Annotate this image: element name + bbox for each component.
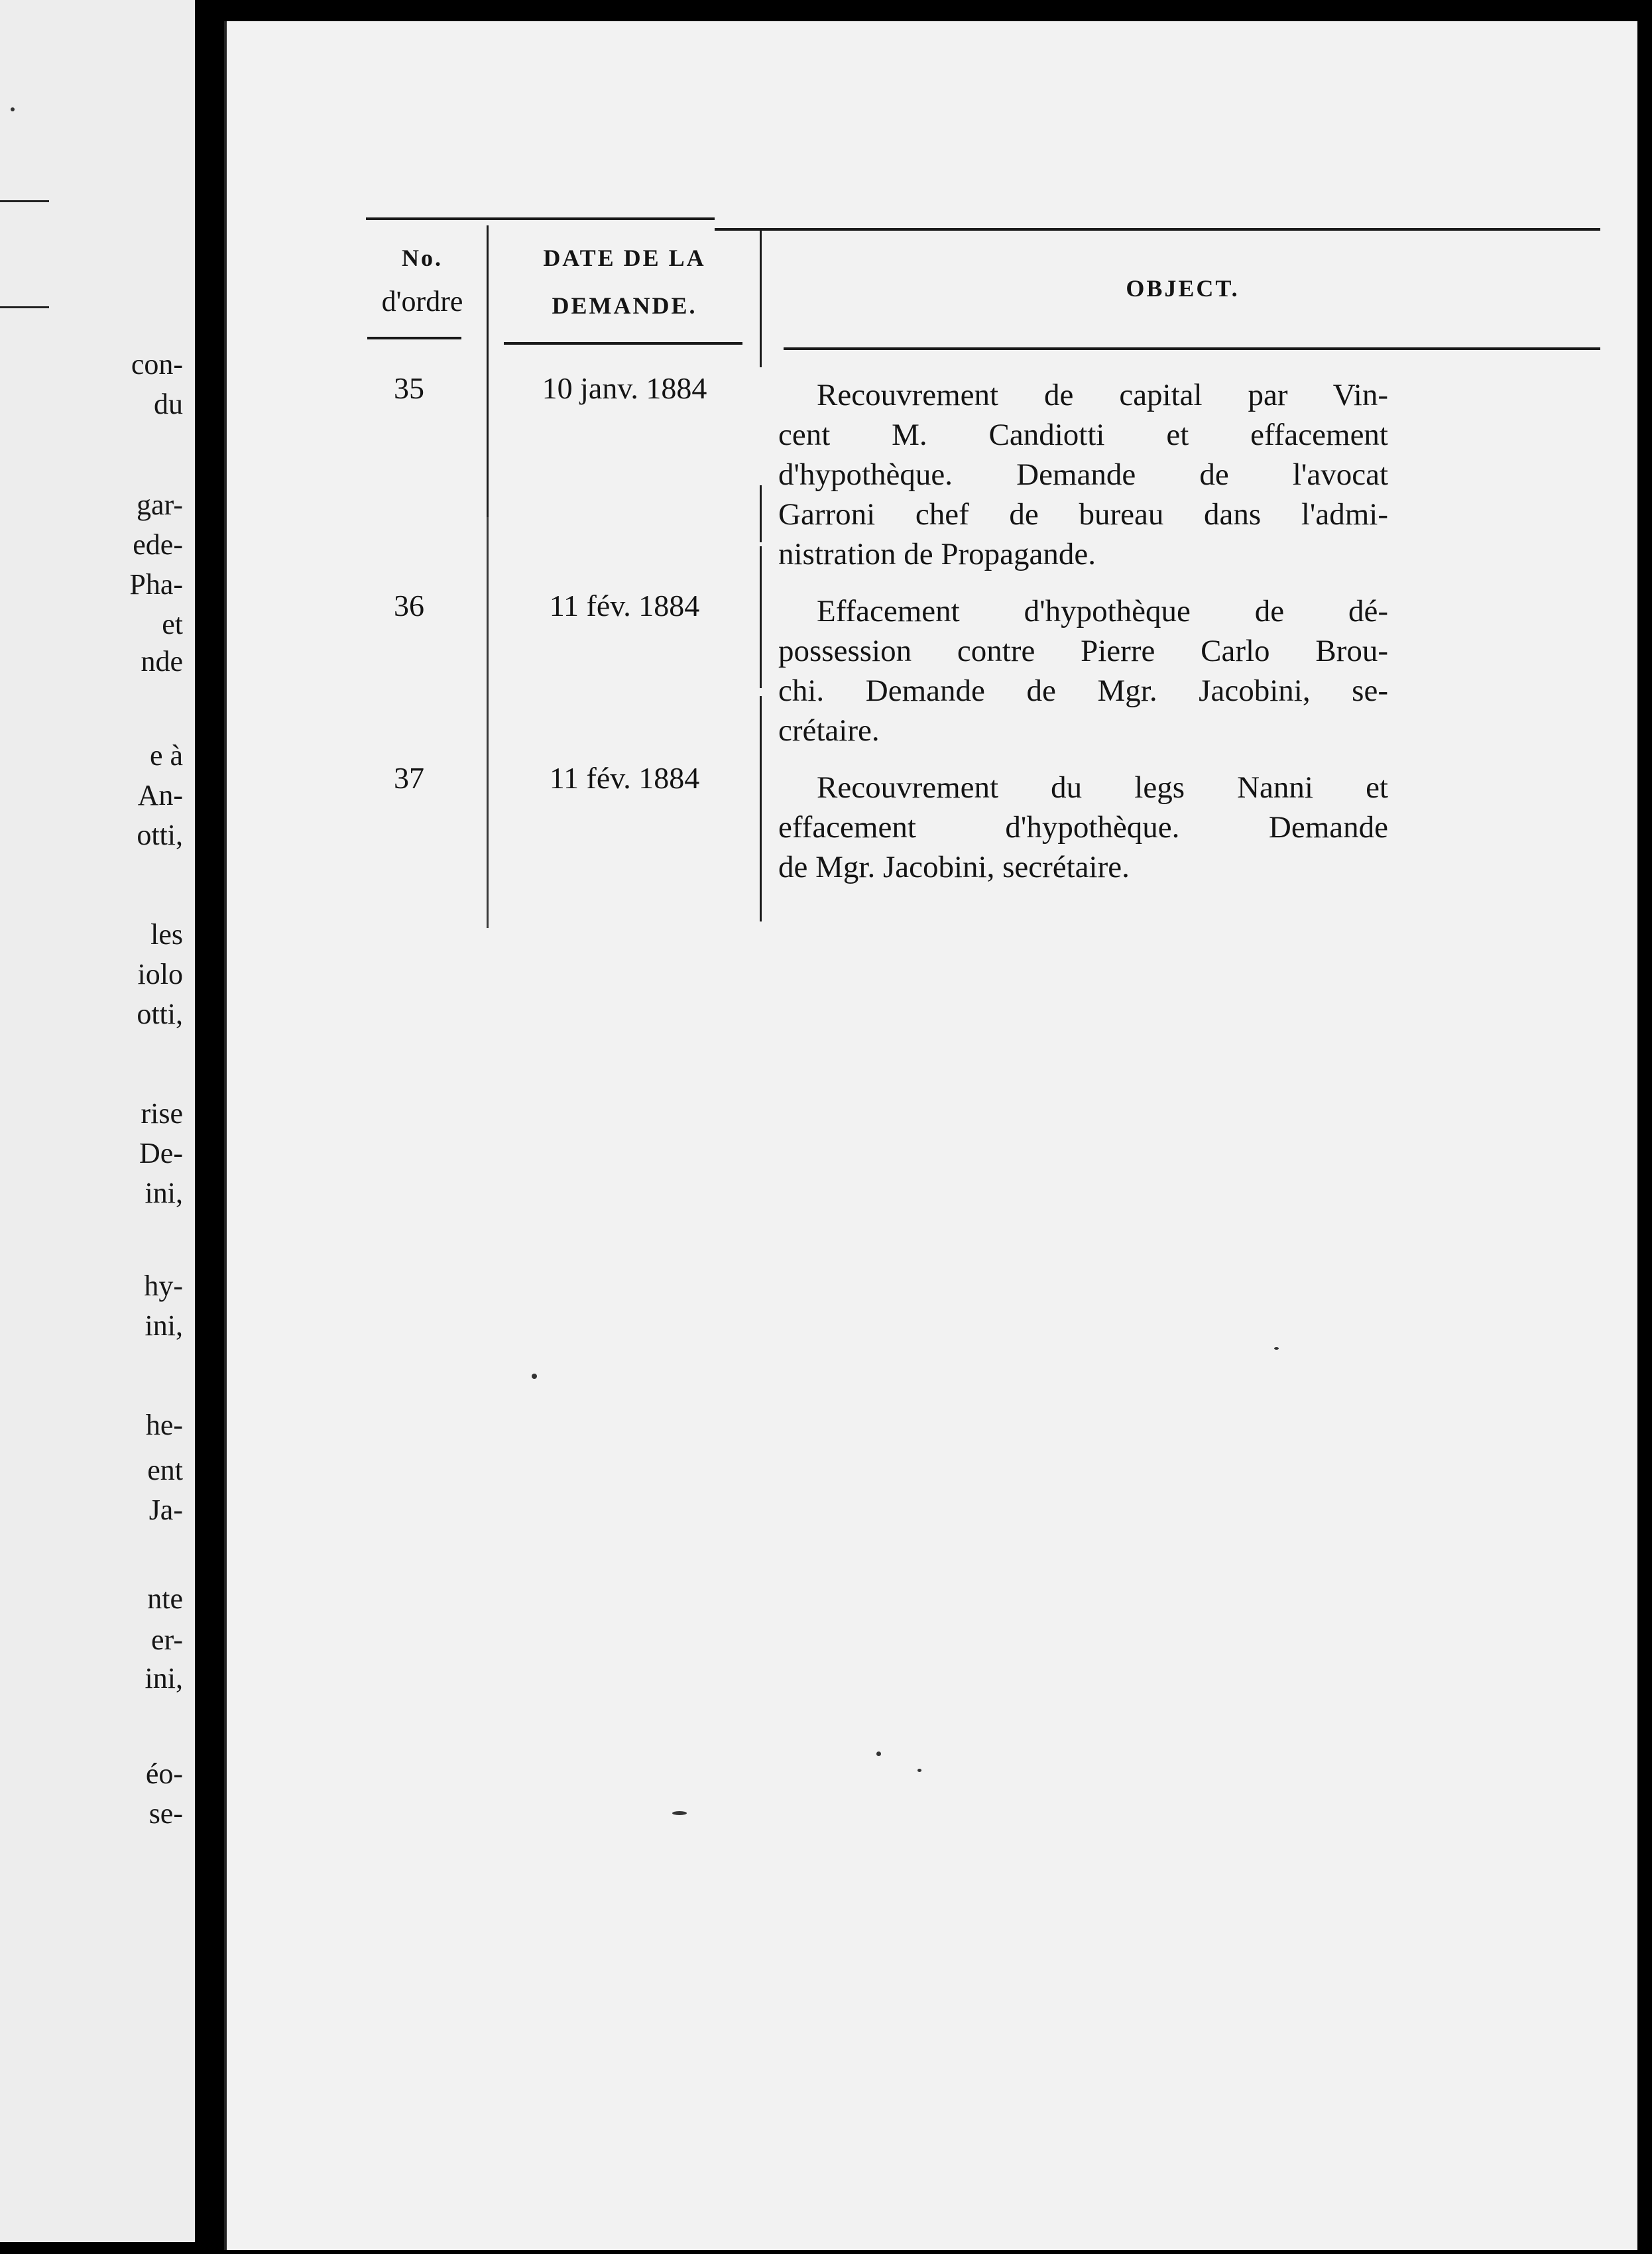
row-number: 37 (394, 761, 424, 795)
left-fragment: Pha- (129, 568, 183, 601)
ink-speck (1274, 1347, 1279, 1350)
left-fragment: he- (145, 1409, 183, 1441)
header-no-line1: No. (402, 245, 443, 271)
left-facing-page (0, 0, 195, 2242)
table-top-rule-left (366, 217, 715, 220)
ink-speck (532, 1374, 537, 1379)
left-fragment: iolo (137, 958, 183, 990)
left-fragment: Ja- (148, 1494, 183, 1526)
table-top-rule-right (715, 228, 1600, 231)
left-fragment: nte (147, 1582, 183, 1615)
column-divider-2-body-a (760, 485, 762, 542)
left-fragment: et (162, 608, 183, 640)
left-fragment: An- (137, 779, 183, 811)
header-object: OBJECT. (1126, 275, 1240, 302)
column-divider-2-header (760, 228, 762, 367)
object-line: Garroni chef de bureau dans l'admi- (778, 497, 1388, 532)
left-fragment: ent (147, 1454, 183, 1486)
left-fragment: se- (148, 1797, 183, 1830)
left-fragment: gar- (137, 489, 183, 521)
row-object (778, 768, 1388, 887)
ink-speck (917, 1769, 921, 1772)
left-fragment: ini, (145, 1662, 183, 1694)
column-divider-2-body-c (760, 696, 762, 921)
left-fragment: ini, (145, 1177, 183, 1209)
column-divider-1-body-b (487, 517, 489, 928)
header-underline-object (784, 347, 1600, 350)
object-line: Recouvrement de capital par Vin- (817, 378, 1388, 412)
object-line: chi. Demande de Mgr. Jacobini, se- (778, 674, 1388, 708)
header-date-line1: DATE DE LA (543, 245, 706, 271)
row-number: 36 (394, 589, 424, 623)
header-date-line2: DEMANDE. (552, 292, 697, 319)
left-page-rule-top (0, 200, 49, 202)
object-line: Recouvrement du legs Nanni et (817, 770, 1388, 805)
column-divider-2-body-b (760, 546, 762, 688)
object-line: possession contre Pierre Carlo Brou- (778, 634, 1388, 668)
left-fragment: er- (151, 1624, 183, 1656)
left-page-rule-second (0, 306, 49, 308)
ink-speck (672, 1811, 687, 1815)
ink-speck (876, 1751, 881, 1756)
object-line: nistration de Propagande. (778, 537, 1096, 571)
left-fragment: De- (139, 1137, 183, 1169)
left-fragment: du (154, 388, 183, 420)
left-fragment: hy- (144, 1270, 183, 1302)
header-underline-no (367, 337, 461, 339)
header-underline-date (504, 342, 742, 345)
object-line: Effacement d'hypothèque de dé- (817, 594, 1388, 628)
left-fragment: rise (141, 1097, 183, 1130)
left-fragment: otti, (137, 819, 183, 851)
object-line: cent M. Candiotti et effacement (778, 418, 1388, 452)
row-object (778, 591, 1388, 750)
left-fragment: les (150, 918, 183, 951)
object-line: effacement d'hypothèque. Demande (778, 810, 1388, 845)
right-page (224, 21, 1637, 2250)
column-divider-1-body-a (487, 353, 489, 517)
header-no-line2: d'ordre (381, 285, 463, 318)
left-fragment: con- (131, 348, 183, 381)
left-fragment: otti, (137, 998, 183, 1030)
object-line: crétaire. (778, 713, 880, 748)
left-fragment: nde (141, 645, 183, 678)
left-fragment: ede- (133, 528, 183, 561)
row-object (778, 375, 1388, 574)
row-date: 11 fév. 1884 (549, 589, 700, 623)
row-number: 35 (394, 371, 424, 405)
left-fragment: e à (149, 739, 183, 772)
object-line: de Mgr. Jacobini, secrétaire. (778, 850, 1130, 884)
left-fragment: éo- (145, 1757, 183, 1790)
row-date: 10 janv. 1884 (542, 371, 707, 405)
object-line: d'hypothèque. Demande de l'avocat (778, 457, 1388, 492)
row-date: 11 fév. 1884 (549, 761, 700, 795)
left-fragment: ini, (145, 1309, 183, 1342)
ink-dot (11, 107, 15, 111)
